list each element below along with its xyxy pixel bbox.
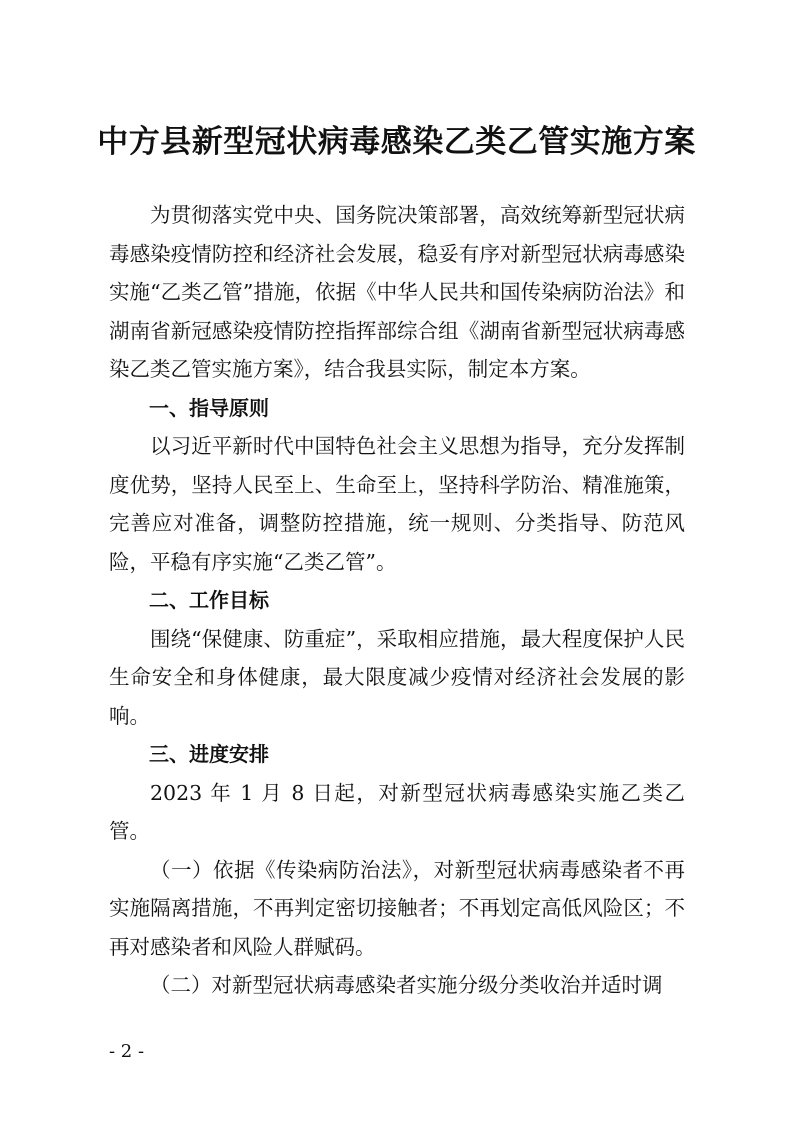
schedule-item-1-paragraph: （一）依据《传染病防治法》，对新型冠状病毒感染者不再实施隔离措施，不再判定密切接触者；不再划定高低风险区；不再对感染者和风险人群赋码。: [109, 857, 685, 959]
document-title: 中方县新型冠状病毒感染乙类乙管实施方案: [97, 124, 696, 160]
schedule-item-2-paragraph: （二）对新型冠状病毒感染者实施分级分类收治并适时调: [150, 973, 663, 997]
work-goals-paragraph: 围绕“保健康、防重症”，采取相应措施，最大程度保护人民生命安全和身体健康，最大限度减少疫情对经济社会发展的影响。: [109, 626, 685, 728]
section-heading-guiding-principles: 一、指导原则: [149, 395, 269, 420]
intro-paragraph: 为贯彻落实党中央、国务院决策部署，高效统筹新型冠状病毒感染疫情防控和经济社会发展，稳妥有序对新型冠状病毒感染实施“乙类乙管”措施，依据《中华人民共和国传染病防治法》和湖南省新冠感染疫情防控指挥部综合组《湖南省新型冠状病毒感染乙类乙管实施方案》，结合我县实际，制定本方案。: [109, 203, 685, 381]
schedule-date-paragraph: 2023 年 1 月 8 日起，对新型冠状病毒感染实施乙类乙管。: [109, 780, 685, 843]
section-heading-schedule: 三、进度安排: [149, 742, 269, 766]
document-body: [109, 196, 685, 1005]
guiding-principles-paragraph: 以习近平新时代中国特色社会主义思想为指导，充分发挥制度优势，坚持人民至上、生命至上，坚持科学防治、精准施策，完善应对准备，调整防控措施，统一规则、分类指导、防范风险，平稳有序实施“乙类乙管”。: [109, 434, 685, 574]
section-heading-work-goals: 二、工作目标: [149, 588, 269, 612]
page-number: - 2 -: [109, 1041, 145, 1062]
